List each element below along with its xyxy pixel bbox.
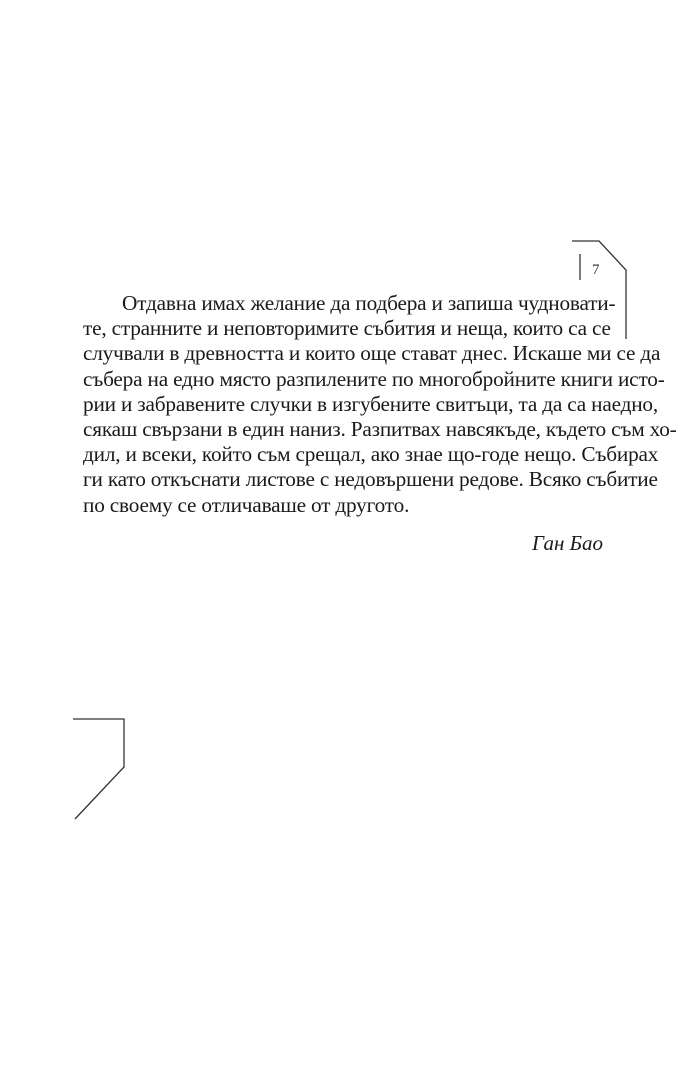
preface-text bbox=[83, 291, 677, 518]
text-line: дил, и всеки, който съм срещал, ако знае що-годе нещо. Събирах bbox=[83, 442, 659, 467]
text-line: ги като откъснати листове с недовършени редове. Всяко събитие bbox=[83, 467, 658, 492]
text-line: по своему се отличаваше от другото. bbox=[83, 492, 410, 517]
author-signature: Ган Бао bbox=[532, 531, 603, 555]
corner-ornament-bottom bbox=[72, 718, 128, 820]
text-line: сякаш свързани в един наниз. Разпитвах навсякъде, където съм хо- bbox=[83, 417, 677, 442]
text-line: случвали в древността и които още стават днес. Искаше ми се да bbox=[83, 341, 661, 366]
text-line: те, странните и неповторимите събития и неща, които са се bbox=[83, 316, 611, 341]
text-line: Отдавна имах желание да подбера и запиша чудновати- bbox=[122, 291, 616, 315]
text-line: рии и забравените случки в изгубените свитъци, та да са наедно, bbox=[83, 391, 658, 416]
page-number: 7 bbox=[592, 262, 600, 278]
text-line: събера на едно място разпилените по многобройните книги исто- bbox=[83, 366, 665, 391]
